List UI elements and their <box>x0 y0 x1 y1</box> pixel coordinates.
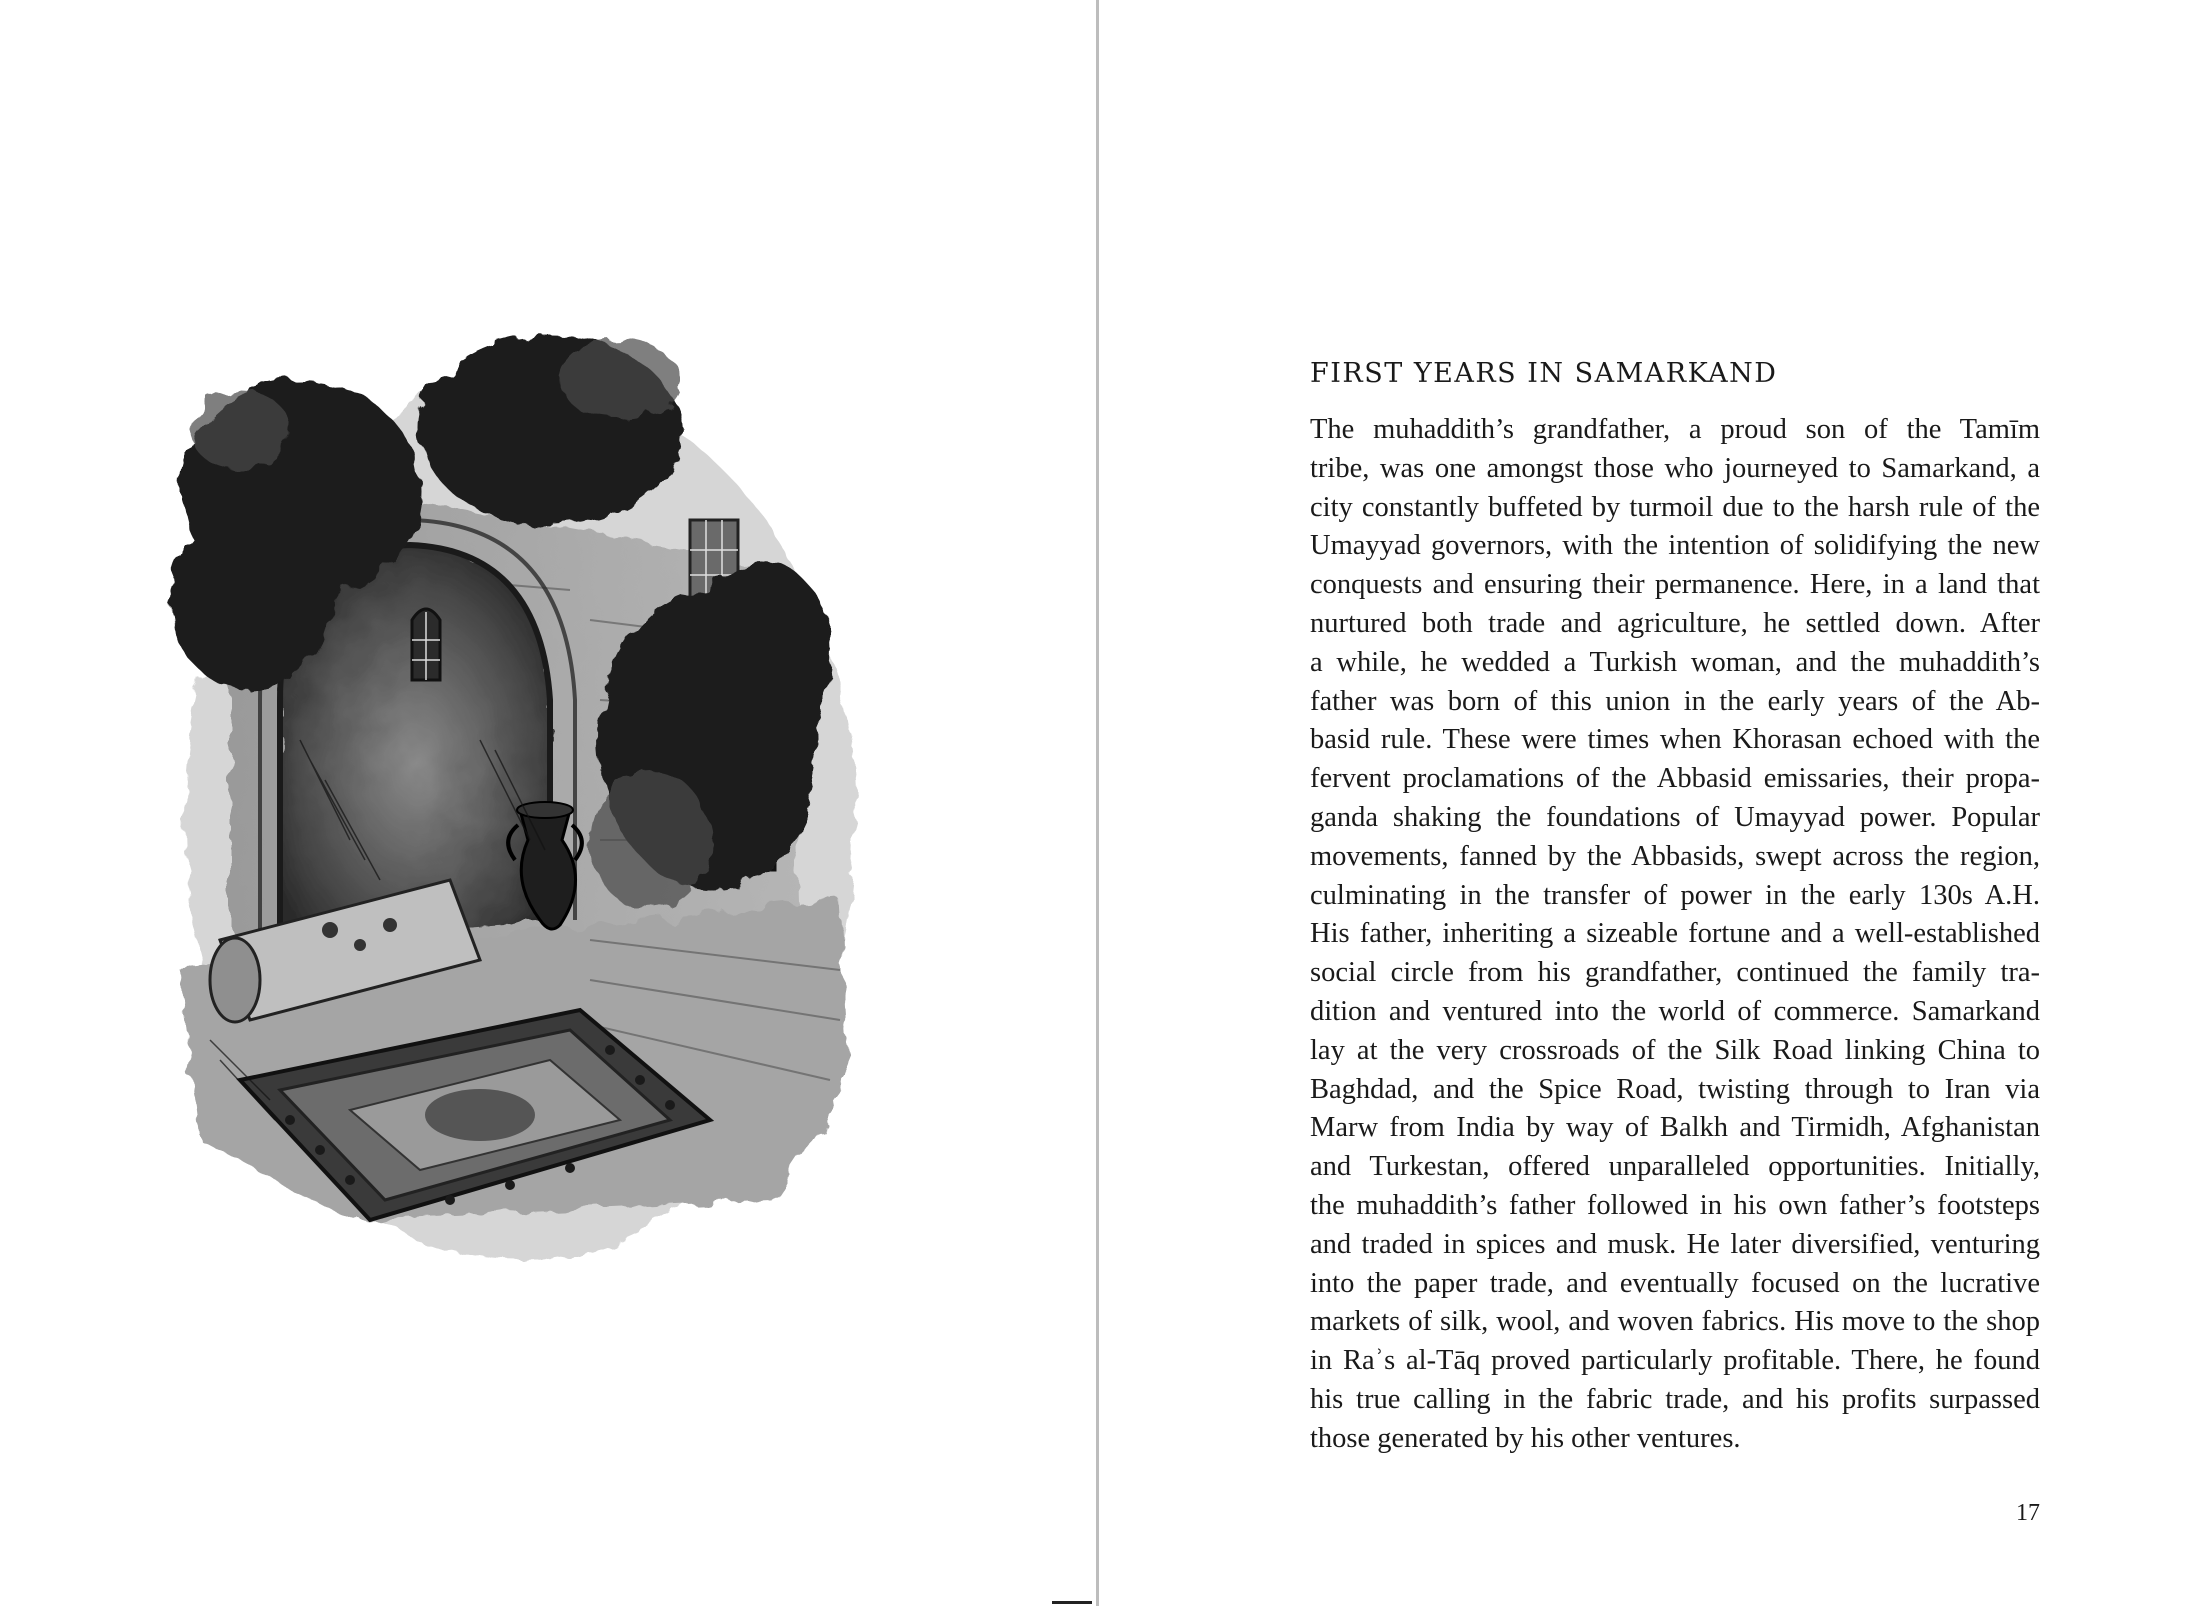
text-line: ganda shaking the foundations of Umayyad power. Popular <box>1310 801 2040 833</box>
chapter-title: FIRST YEARS IN SAMARKAND <box>1310 358 1778 389</box>
text-line: a while, he wedded a Turkish woman, and the muhaddith’s <box>1310 646 2040 678</box>
text-line: culminating in the transfer of power in the early 130s A.H. <box>1310 879 2040 911</box>
text-line: movements, fanned by the Abbasids, swept across the region, <box>1310 840 2040 872</box>
text-line: basid rule. These were times when Khorasan echoed with the <box>1310 724 2040 756</box>
gutter-mark-left <box>1052 1601 1092 1604</box>
text-line: tribe, was one amongst those who journeyed to Samarkand, a <box>1310 452 2040 484</box>
text-line: fervent proclamations of the Abbasid emissaries, their propa- <box>1310 763 2040 795</box>
text-line: Umayyad governors, with the intention of solidifying the new <box>1310 530 2040 562</box>
text-line: the muhaddith’s father followed in his own father’s footsteps <box>1310 1189 2040 1221</box>
book-gutter <box>1096 0 1099 1606</box>
text-line: those generated by his other ventures. <box>1310 1422 1741 1454</box>
text-line: markets of silk, wool, and woven fabrics. His move to the shop <box>1310 1306 2040 1338</box>
text-line: dition and ventured into the world of commerce. Samarkand <box>1310 995 2040 1027</box>
text-line: city constantly buffeted by turmoil due to the harsh rule of the <box>1310 491 2040 523</box>
text-line: social circle from his grandfather, continued the family tra- <box>1310 957 2040 989</box>
body-paragraph <box>1310 411 2040 1459</box>
text-line: father was born of this union in the early years of the Ab- <box>1310 685 2040 717</box>
page-number: 17 <box>2016 1500 2040 1526</box>
text-line: nurtured both trade and agriculture, he settled down. After <box>1310 607 2040 639</box>
text-line: Marw from India by way of Balkh and Tirmidh, Afghanistan <box>1310 1112 2040 1144</box>
text-line: in Raʾs al-Tāq proved particularly profitable. There, he found <box>1310 1345 2040 1377</box>
text-line: The muhaddith’s grandfather, a proud son of the Tamīm <box>1310 414 2040 445</box>
text-line: conquests and ensuring their permanence. Here, in a land that <box>1310 569 2040 601</box>
text-line: his true calling in the fabric trade, and his profits surpassed <box>1310 1383 2040 1415</box>
text-line: Baghdad, and the Spice Road, twisting through to Iran via <box>1310 1073 2040 1105</box>
right-page <box>1100 0 2197 1606</box>
gateway-illustration <box>150 320 890 1280</box>
left-page <box>0 0 1098 1606</box>
text-line: His father, inheriting a sizeable fortune and a well-established <box>1310 918 2040 950</box>
text-line: lay at the very crossroads of the Silk Road linking China to <box>1310 1034 2040 1066</box>
text-line: into the paper trade, and eventually focused on the lucrative <box>1310 1267 2040 1299</box>
text-line: and traded in spices and musk. He later diversified, venturing <box>1310 1228 2040 1260</box>
text-line: and Turkestan, offered unparalleled opportunities. Initially, <box>1310 1151 2040 1183</box>
